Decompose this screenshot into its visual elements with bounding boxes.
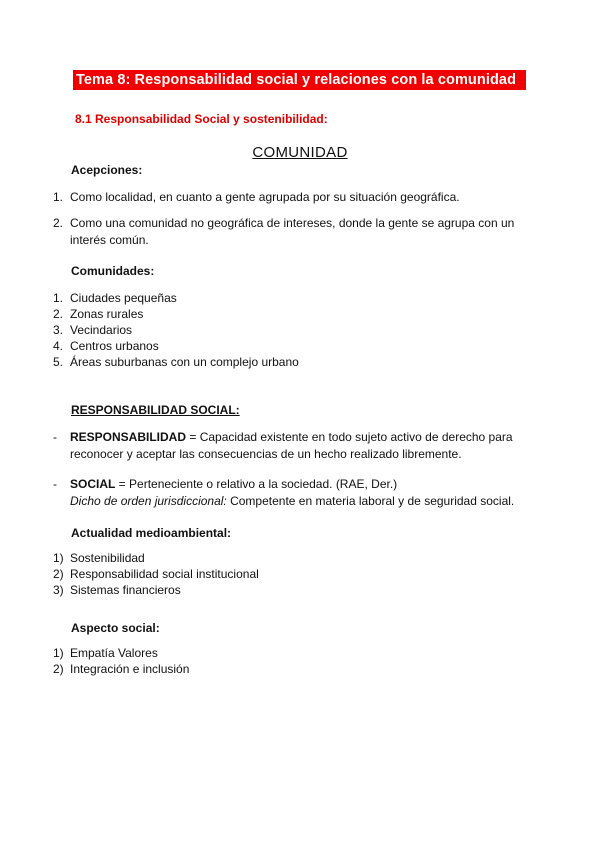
list-marker: 1) [53,646,64,660]
comunidades-label: Comunidades: [71,264,155,278]
dash-marker: - [53,477,57,491]
list-item-text: Vecindarios [70,323,133,337]
definition-term: SOCIAL [70,477,116,491]
list-item-text: Como localidad, en cuanto a gente agrupada por su situación geográfica. [70,190,460,204]
list-marker: 5. [53,355,64,369]
list-item [53,215,533,249]
acepciones-label: Acepciones: [71,163,143,177]
list-item [53,582,533,599]
list-item-text: Sistemas financieros [70,583,181,597]
list-marker: 2) [53,662,64,676]
list-item [53,322,533,339]
list-marker: 2) [53,567,64,581]
list-marker: 1. [53,190,64,204]
definition-term: RESPONSABILIDAD [70,430,187,444]
list-item [53,661,533,678]
list-item-text: Áreas suburbanas con un complejo urbano [70,355,299,369]
list-item [53,290,533,307]
list-item [53,354,533,371]
list-item [53,338,533,355]
list-marker: 1) [53,551,64,565]
definition-entry [53,429,533,463]
list-item-text: Ciudades pequeñas [70,291,177,305]
list-item [53,645,533,662]
list-marker: 2. [53,307,64,321]
list-marker: 4. [53,339,64,353]
list-item-text: Responsabilidad social institucional [70,567,259,581]
list-item-text: Centros urbanos [70,339,159,353]
list-item-text: Integración e inclusión [70,662,190,676]
center-heading: COMUNIDAD [252,144,348,161]
definition-note-text: Competente en materia laboral y de seguridad social. [226,494,515,508]
list-item-text: Sostenibilidad [70,551,145,565]
section-subtitle: 8.1 Responsabilidad Social y sostenibilidad: [75,112,328,126]
actualidad-label: Actualidad medioambiental: [71,526,232,540]
list-item [53,189,533,206]
definition-text: = Perteneciente o relativo a la sociedad. (RAE, Der.) [115,477,398,491]
responsabilidad-social-label: RESPONSABILIDAD SOCIAL: [71,403,240,417]
list-marker: 2. [53,216,64,230]
list-item [53,306,533,323]
list-item-text: Empatía Valores [70,646,158,660]
list-item-text: Zonas rurales [70,307,144,321]
list-item [53,566,533,583]
list-marker: 3. [53,323,64,337]
dash-marker: - [53,430,57,444]
list-item [53,550,533,567]
list-item-text: Como una comunidad no geográfica de intereses, donde la gente se agrupa con un interés común. [70,216,515,247]
definition-entry [53,476,533,510]
list-marker: 3) [53,583,64,597]
document-title: Tema 8: Responsabilidad social y relaciones con la comunidad [73,70,526,90]
list-marker: 1. [53,291,64,305]
definition-text: = Capacidad existente en todo sujeto activo de derecho para reconocer y aceptar las consecuencias de un hecho realizado libremente. [70,430,513,461]
definition-note-label: Dicho de orden jurisdiccional: [70,494,227,508]
aspecto-social-label: Aspecto social: [71,621,160,635]
